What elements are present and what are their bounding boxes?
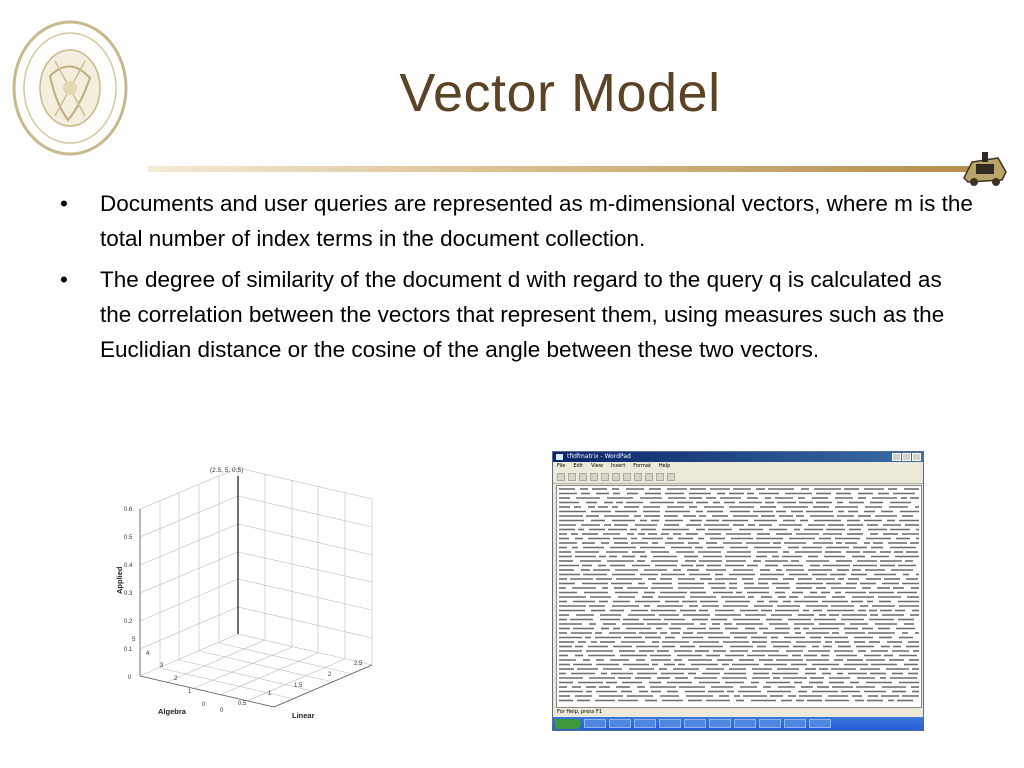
wordpad-document[interactable] [556,485,922,708]
matrix-text-block [557,486,921,707]
wordpad-statusbar: For Help, press F1 [553,708,924,716]
x-tick-label: 5 [132,637,136,643]
z-axis-label: Applied [115,566,124,594]
paste-icon[interactable] [645,473,653,481]
windows-taskbar [553,717,924,730]
x-tick-label: 2 [174,676,178,682]
menu-view[interactable]: View [591,463,603,469]
taskbar-item[interactable] [634,719,656,728]
menu-help[interactable]: Help [658,463,671,469]
y-tick-label: 2 [328,672,332,678]
purdue-train-logo [962,148,1008,190]
date-time-icon[interactable] [667,473,675,481]
save-icon[interactable] [579,473,587,481]
print-icon[interactable] [590,473,598,481]
y-tick-label: 1.5 [294,683,303,689]
bullet-marker: • [60,191,68,216]
wordpad-icon [556,454,563,460]
bullet-list [58,186,978,373]
z-tick-label: 0 [128,675,132,681]
start-button[interactable] [555,719,581,729]
purdue-seal-logo [10,16,130,162]
bullet-item [58,186,978,256]
wordpad-window [552,451,924,731]
taskbar-item[interactable] [584,719,606,728]
y-tick-label: 1 [268,691,272,697]
z-tick-label: 0.5 [124,535,133,541]
bullet-item [58,262,978,367]
taskbar-item[interactable] [609,719,631,728]
wordpad-toolbar [553,471,923,484]
taskbar-item[interactable] [709,719,731,728]
y-tick-label: 0.5 [238,701,247,707]
x-tick-label: 0 [202,702,206,708]
copy-icon[interactable] [634,473,642,481]
z-tick-label: 0.3 [124,591,133,597]
z-tick-label: 0.1 [124,647,133,653]
cut-icon[interactable] [623,473,631,481]
plot-grid [140,468,372,707]
x-tick-label: 3 [160,663,164,669]
taskbar-item[interactable] [684,719,706,728]
y-tick-label: 0 [220,708,224,714]
x-tick-label: 1 [188,689,192,695]
open-icon[interactable] [568,473,576,481]
close-button[interactable] [912,453,921,461]
menu-edit[interactable]: Edit [573,463,584,469]
z-tick-label: 0.4 [124,563,133,569]
taskbar-item[interactable] [784,719,806,728]
taskbar-item[interactable] [659,719,681,728]
x-axis-label: Algebra [158,707,186,716]
maximize-button[interactable] [902,453,911,461]
find-icon[interactable] [612,473,620,481]
y-tick-label: 2.5 [354,661,363,667]
wordpad-menubar [553,462,923,471]
bullet-marker: • [60,267,68,292]
x-tick-label: 4 [146,651,150,657]
taskbar-item[interactable] [809,719,831,728]
wordpad-title: tfidfmatrix - WordPad [567,453,631,460]
wordpad-titlebar [553,452,923,462]
vector-3d-plot [110,462,392,724]
taskbar-item[interactable] [759,719,781,728]
y-axis-label: Linear [292,711,315,720]
new-doc-icon[interactable] [557,473,565,481]
taskbar-item[interactable] [734,719,756,728]
menu-format[interactable]: Format [633,463,651,469]
bullet-text: Documents and user queries are represented as m-dimensional vectors, where m is the total number of index terms in the document collection. [100,191,973,251]
menu-file[interactable]: File [557,463,566,469]
z-tick-label: 0.2 [124,619,133,625]
title-divider [148,166,982,172]
undo-icon[interactable] [656,473,664,481]
z-tick-label: 0.6 [124,507,133,513]
vector-point-label: (2.5, 5, 0.5) [210,467,244,474]
minimize-button[interactable] [892,453,901,461]
slide-title: Vector Model [399,63,721,123]
menu-insert[interactable]: Insert [610,463,626,469]
bullet-text: The degree of similarity of the document d with regard to the query q is calculated as the correlation between the vectors that represent them, using measures such as the Euclidian distance or the cosine of the angle between these two vectors. [100,267,945,362]
preview-icon[interactable] [601,473,609,481]
